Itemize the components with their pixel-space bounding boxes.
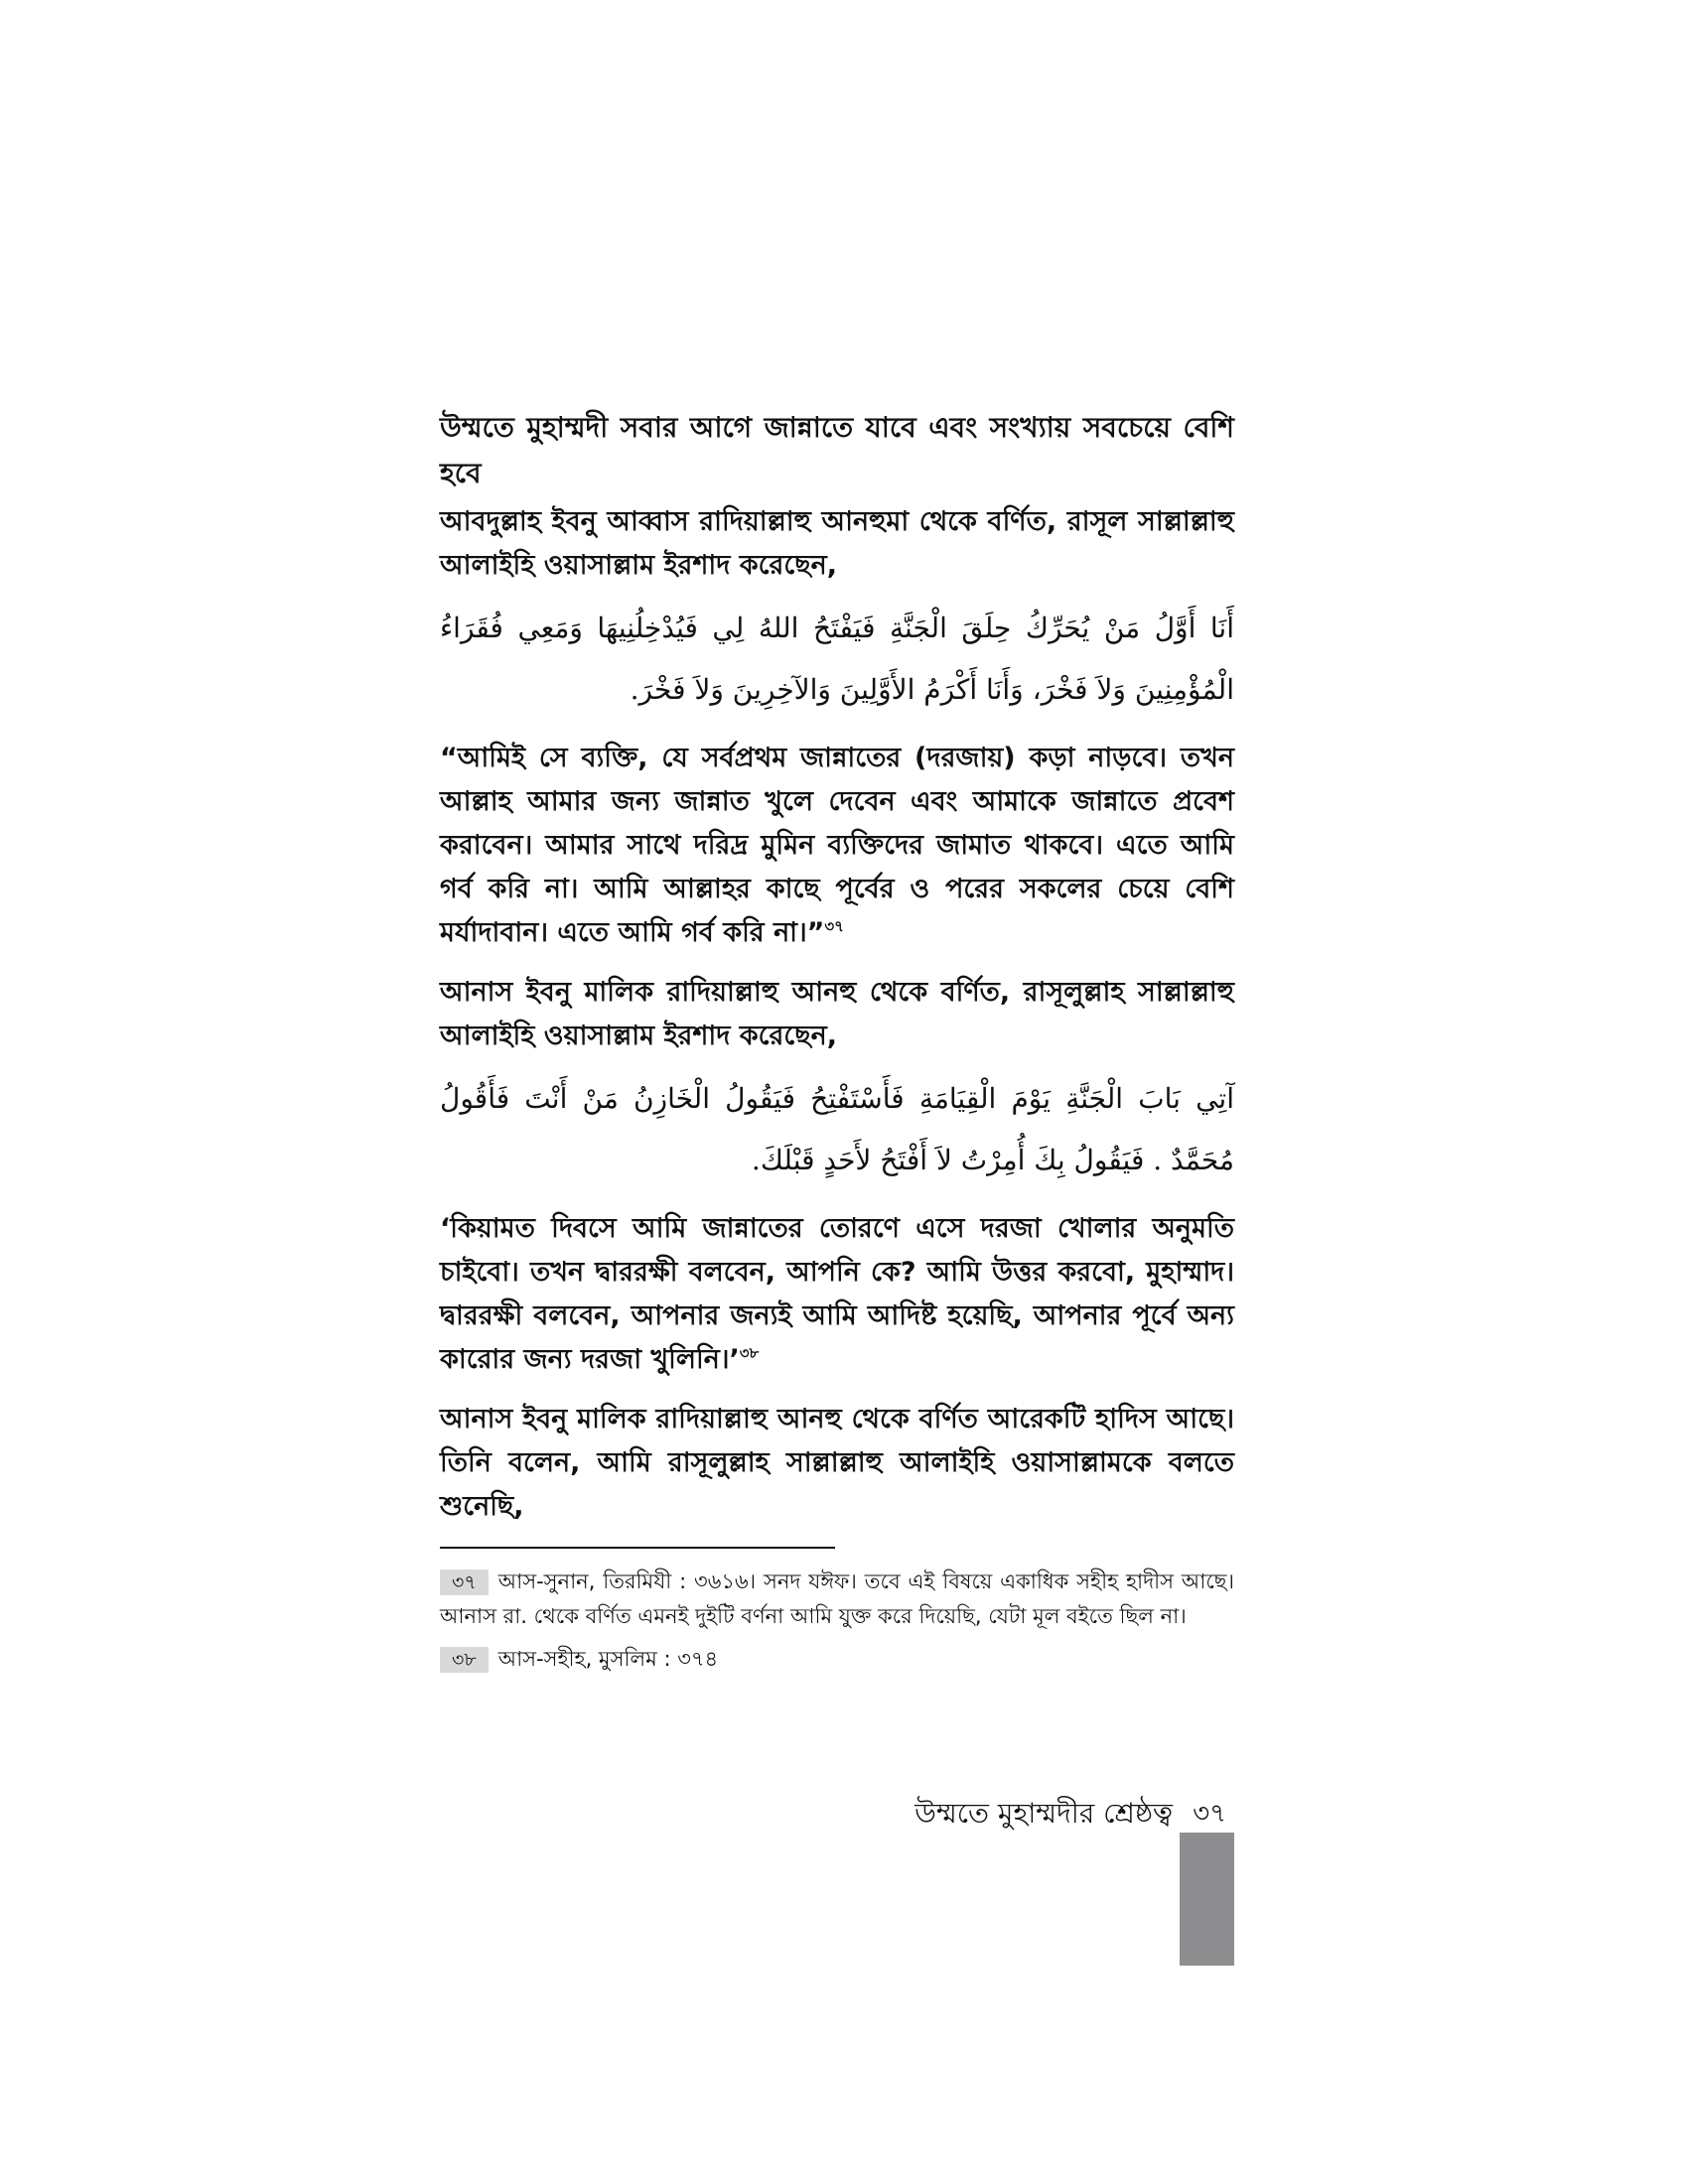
- hadith-intro-1: আবদুল্লাহ ইবনু আব্বাস রাদিয়াল্লাহু আনহুমা থেকে বর্ণিত, রাসূল সাল্লাল্লাহু আলাইহি ওয়াসাল্লাম ইরশাদ করেছেন,: [440, 506, 1234, 581]
- hadith-intro-2: আনাস ইবনু মালিক রাদিয়াল্লাহু আনহু থেকে বর্ণিত, রাসূলুল্লাহ সাল্লাল্লাহু আলাইহি ওয়াসাল্লাম ইরশাদ করেছেন,: [440, 977, 1234, 1051]
- running-footer: [794, 1793, 1234, 1835]
- running-footer-title: উম্মতে মুহাম্মদীর শ্রেষ্ঠত্ব: [914, 1797, 1173, 1830]
- translation-1-text: “আমিই সে ব্যক্তি, যে সর্বপ্রথম জান্নাতের (দরজায়) কড়া নাড়বে। তখন আল্লাহ আমার জন্য জান্নাত খুলে দেবেন এবং আমাকে জান্নাতে প্রবেশ করাবেন। আমার সাথে দরিদ্র মুমিন ব্যক্তিদের জামাত থাকবে। এতে আমি গর্ব করি না। আমি আল্লাহর কাছে পূর্বের ও পরের সকলের চেয়ে বেশি মর্যাদাবান। এতে আমি গর্ব করি না।”: [440, 743, 1234, 948]
- footnote-ref-37[interactable]: ৩৭: [824, 917, 844, 935]
- page-body: [440, 405, 1234, 1685]
- section-heading: উম্মতে মুহাম্মদী সবার আগে জান্নাতে যাবে এবং সংখ্যায় সবচেয়ে বেশি হবে: [440, 411, 1234, 489]
- chapter-thumb-tab: [1180, 1833, 1234, 1966]
- footnote-ref-38[interactable]: ৩৮: [739, 1344, 760, 1362]
- hadith-intro-3: আনাস ইবনু মালিক রাদিয়াল্লাহু আনহু থেকে বর্ণিত আরেকটি হাদিস আছে। তিনি বলেন, আমি রাসূলুল্লাহ সাল্লাল্লাহু আলাইহি ওয়াসাল্লামকে বলতে শুনেছি,: [440, 1404, 1234, 1522]
- footnote-37: [440, 1565, 1234, 1634]
- footnote-number: ৩৭: [440, 1570, 489, 1595]
- arabic-text-2: آتِي بَابَ الْجَنَّةِ يَوْمَ الْقِيَامَةِ فَأَسْتَفْتِحُ فَيَقُولُ الْخَازِنُ مَنْ أَنْتَ فَأَقُولُ مُحَمَّدٌ . فَيَقُولُ بِكَ أُمِرْتُ لاَ أَفْتَحُ لأَحَدٍ قَبْلَكَ.: [440, 1082, 1234, 1176]
- page-number: ৩৭: [1193, 1799, 1226, 1829]
- footnote-number: ৩৮: [440, 1647, 489, 1673]
- translation-1: [440, 737, 1234, 955]
- footnote-text: আস-সুনান, তিরমিযী : ৩৬১৬। সনদ যঈফ। তবে এই বিষয়ে একাধিক সহীহ হাদীস আছে। আনাস রা. থেকে বর্ণিত এমনই দুইটি বর্ণনা আমি যুক্ত করে দিয়েছি, যেটা মূল বইতে ছিল না।: [440, 1570, 1234, 1628]
- arabic-text-1: أَنَا أَوَّلُ مَنْ يُحَرِّكُ حِلَقَ الْجَنَّةِ فَيَفْتَحُ اللهُ لِي فَيُدْخِلُنِيهَا وَمَعِي فُقَرَاءُ الْمُؤْمِنِينَ وَلاَ فَخْرَ، وَأَنَا أَكْرَمُ الأَوَّلِينَ وَالآخِرِينَ وَلاَ فَخْرَ.: [440, 612, 1234, 706]
- footnote-38: [440, 1642, 1234, 1677]
- translation-2: [440, 1207, 1234, 1382]
- footnote-divider: [440, 1547, 835, 1549]
- footnote-text: আস-সহীহ, মুসলিম : ৩৭৪: [497, 1647, 719, 1671]
- translation-2-text: ‘কিয়ামত দিবসে আমি জান্নাতের তোরণে এসে দরজা খোলার অনুমতি চাইবো। তখন দ্বাররক্ষী বলবেন, আপনি কে? আমি উত্তর করবো, মুহাম্মাদ। দ্বাররক্ষী বলবেন, আপনার জন্যই আমি আদিষ্ট হয়েছি, আপনার পূর্বে অন্য কারোর জন্য দরজা খুলিনি।’: [440, 1213, 1234, 1375]
